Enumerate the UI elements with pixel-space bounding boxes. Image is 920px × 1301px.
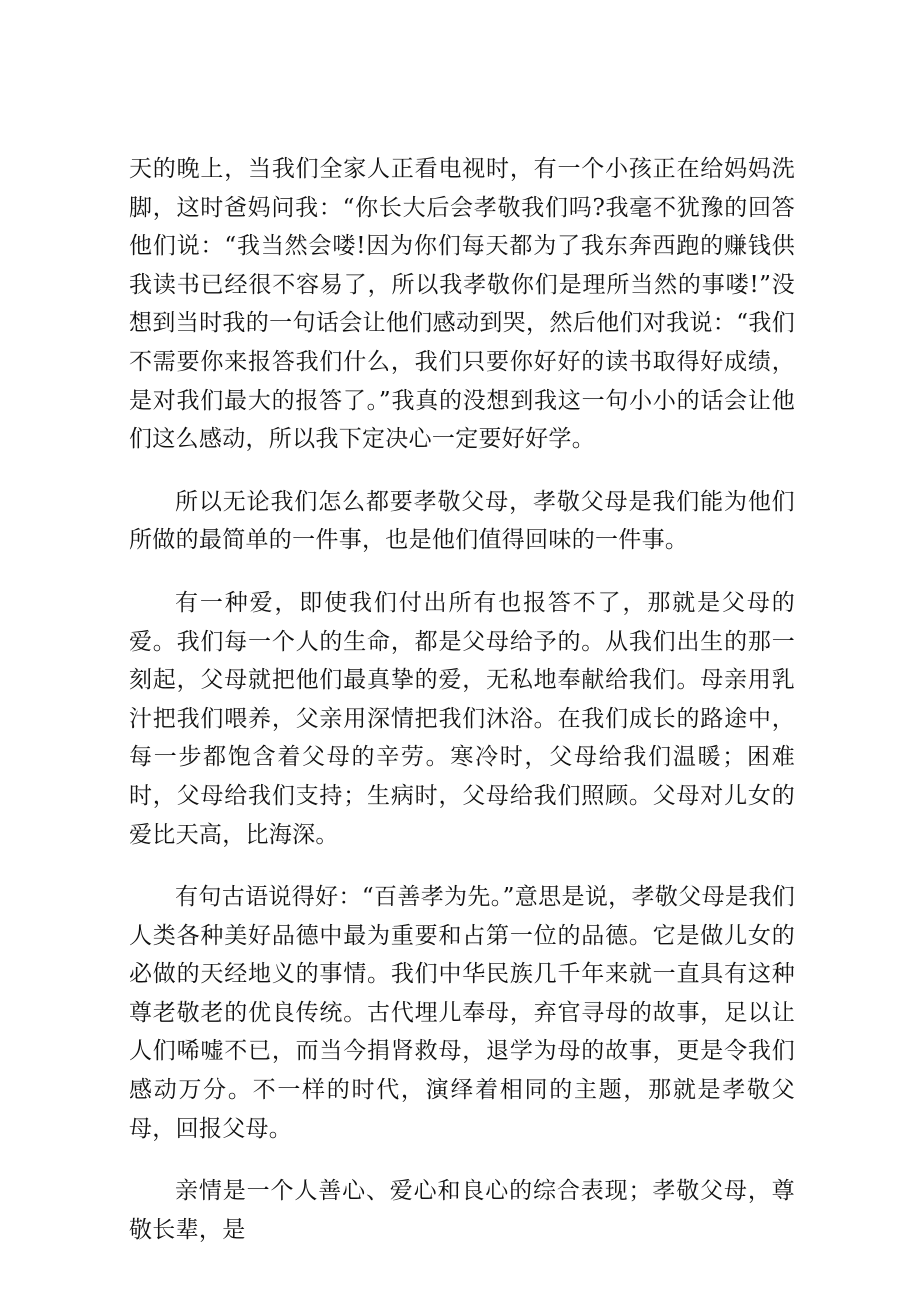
paragraph-4: 有句古语说得好：“百善孝为先。”意思是说，孝敬父母是我们人类各种美好品德中最为重要和占第一位的品德。它是做儿女的必做的天经地义的事情。我们中华民族几千年来就一直具有这种尊老敬老的优良传统。古代埋儿奉母，弃官寻母的故事，足以让人们唏嘘不已，而当今捐肾救母，退学为母的故事，更是令我们感动万分。不一样的时代，演绎着相同的主题，那就是孝敬父母，回报父母。 <box>129 884 795 1142</box>
paragraph-3: 有一种爱，即使我们付出所有也报答不了，那就是父母的爱。我们每一个人的生命，都是父母给予的。从我们出生的那一刻起，父母就把他们最真挚的爱，无私地奉献给我们。母亲用乳汁把我们喂养，父亲用深情把我们沐浴。在我们成长的路途中，每一步都饱含着父母的辛劳。寒冷时，父母给我们温暖；困难时，父母给我们支持；生病时，父母给我们照顾。父母对儿女的爱比天高，比海深。 <box>129 589 795 848</box>
paragraph-5: 亲情是一个人善心、爱心和良心的综合表现；孝敬父母，尊敬长辈，是 <box>129 1178 795 1243</box>
document-body <box>129 150 795 1273</box>
paragraph-2: 所以无论我们怎么都要孝敬父母，孝敬父母是我们能为他们所做的最简单的一件事，也是他们值得回味的一件事。 <box>129 488 795 554</box>
paragraph-1: 天的晚上，当我们全家人正看电视时，有一个小孩正在给妈妈洗脚，这时爸妈问我：“你长大后会孝敬我们吗?我毫不犹豫的回答他们说：“我当然会喽!因为你们每天都为了我东奔西跑的赚钱供我读书已经很不容易了，所以我孝敬你们是理所当然的事喽!”没想到当时我的一句话会让他们感动到哭，然后他们对我说：“我们不需要你来报答我们什么，我们只要你好好的读书取得好成绩，是对我们最大的报答了。”我真的没想到我这一句小小的话会让他们这么感动，所以我下定决心一定要好好学。 <box>129 156 795 453</box>
